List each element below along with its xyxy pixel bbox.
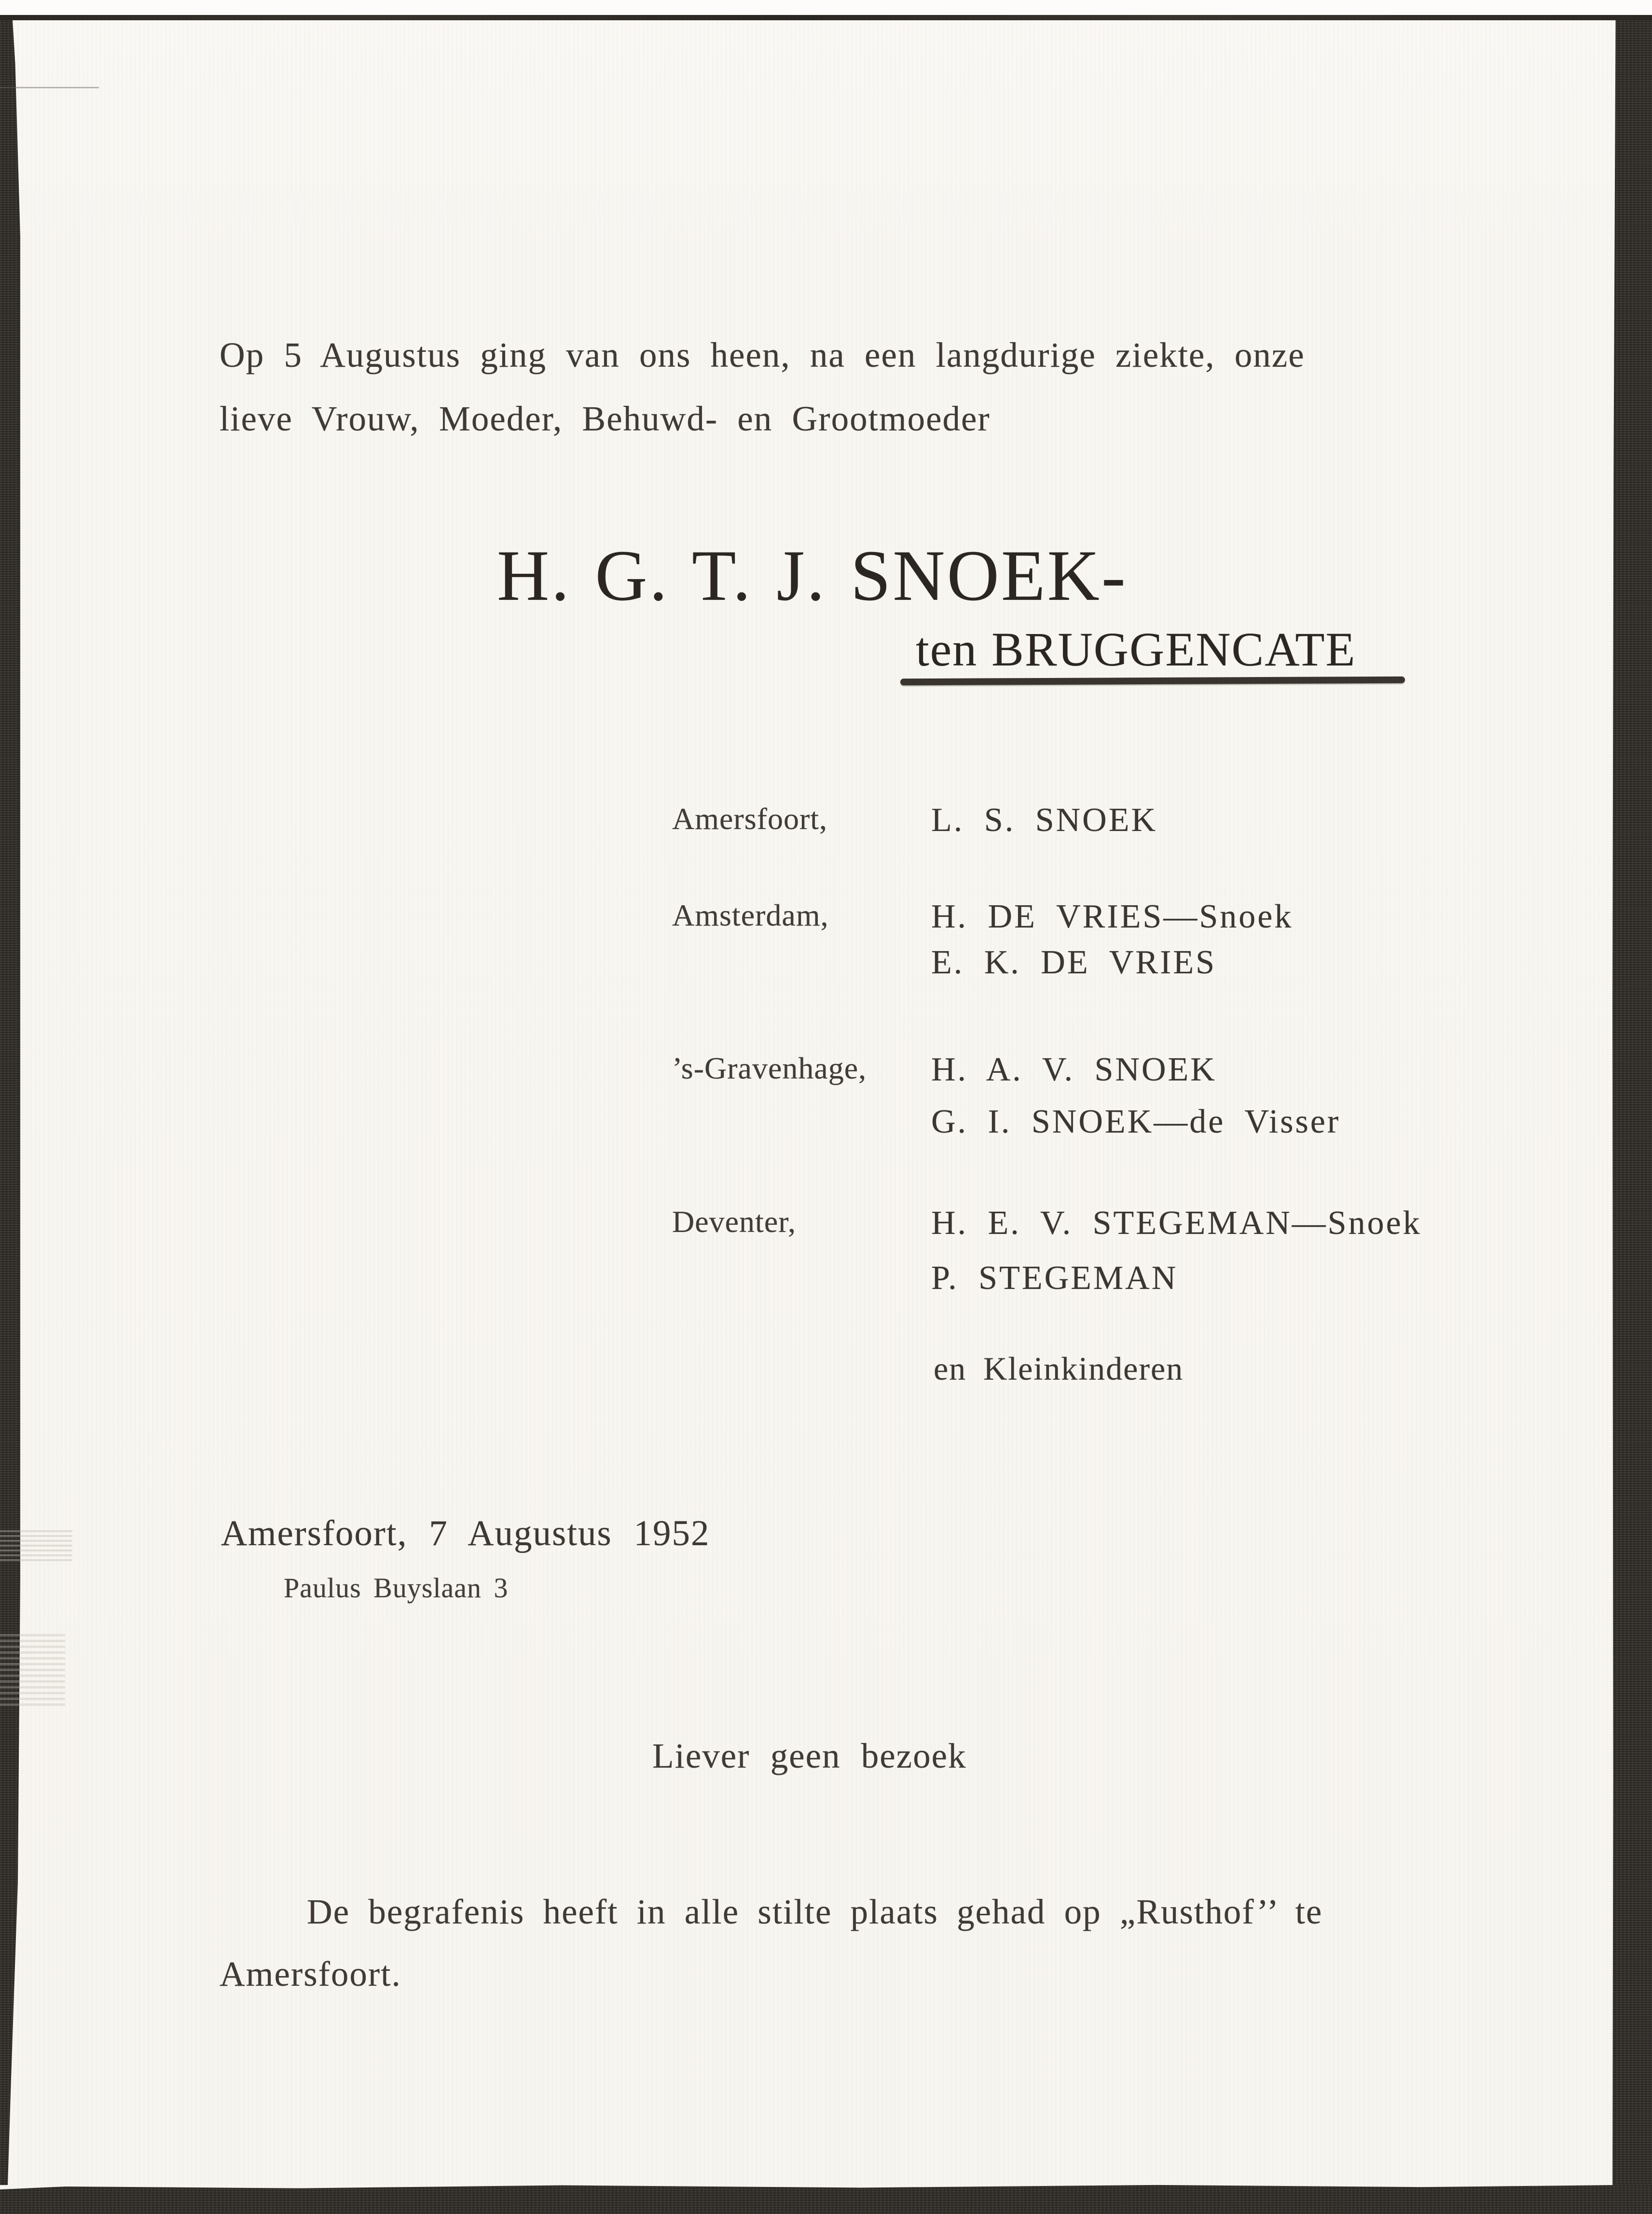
intro-line-2: lieve Vrouw, Moeder, Behuwd- en Grootmoeder	[220, 399, 991, 438]
family-name: E. K. DE VRIES	[931, 944, 1217, 981]
scan-line-artifact	[0, 87, 99, 88]
deceased-name-main: H. G. T. J. SNOEK-	[497, 536, 1128, 616]
family-name: H. A. V. SNOEK	[931, 1051, 1217, 1088]
scan-streak-artifact	[0, 1527, 72, 1561]
family-name: P. STEGEMAN	[931, 1259, 1178, 1297]
scanner-top-margin	[0, 0, 1652, 15]
family-place-s-gravenhage: ’s-Gravenhage,	[672, 1051, 867, 1085]
deceased-name-secondary: ten BRUGGENCATE	[916, 623, 1356, 676]
visiting-note: Liever geen bezoek	[652, 1736, 967, 1775]
scan-edge-left	[0, 20, 20, 2185]
address-line: Paulus Buyslaan 3	[284, 1572, 509, 1604]
intro-line-1: Op 5 Augustus ging van ons heen, na een langdurige ziekte, onze	[220, 335, 1305, 374]
family-name: H. E. V. STEGEMAN—Snoek	[931, 1204, 1422, 1242]
family-name: G. I. SNOEK—de Visser	[931, 1103, 1341, 1140]
scan-edge-right	[1612, 20, 1652, 2214]
family-closing-line: en Kleinkinderen	[934, 1350, 1184, 1387]
dateline: Amersfoort, 7 Augustus 1952	[221, 1513, 710, 1553]
burial-line-2: Amersfoort.	[220, 1954, 401, 1993]
family-place-amsterdam: Amsterdam,	[672, 898, 829, 932]
family-place-deventer: Deventer,	[672, 1204, 796, 1239]
scan-edge-top	[0, 15, 1652, 20]
burial-line-1: De begrafenis heeft in alle stilte plaats gehad op „Rusthof’’ te	[307, 1892, 1323, 1931]
family-name: L. S. SNOEK	[931, 802, 1158, 839]
scan-streak-artifact	[0, 1633, 65, 1706]
scan-edge-bottom	[0, 2184, 1652, 2214]
family-name: H. DE VRIES—Snoek	[931, 898, 1294, 935]
name-underline-rule	[900, 677, 1405, 686]
family-place-amersfoort: Amersfoort,	[672, 802, 828, 836]
